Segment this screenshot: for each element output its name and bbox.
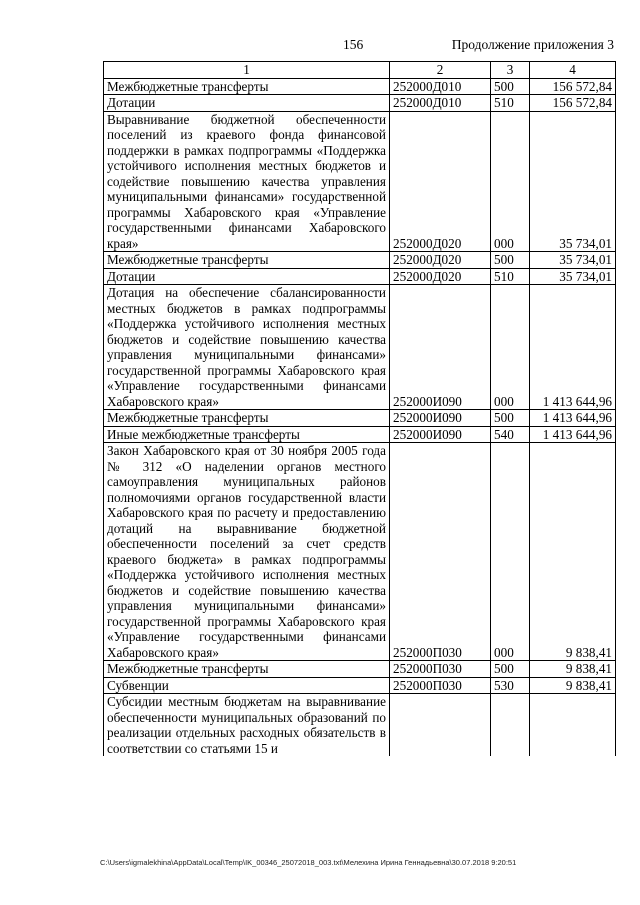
table-row bbox=[104, 268, 616, 285]
row-code-cell: 252000П030 bbox=[390, 677, 491, 694]
row-type-cell: 000 bbox=[491, 443, 530, 661]
row-type-cell: 540 bbox=[491, 426, 530, 443]
row-name-cell: Дотация на обеспечение сбалансированности местных бюджетов в рамках подпрограммы «Поддержка устойчивого исполнения местных бюджетов и содействие повышению качества управления муниципальными финансами» государственной программы Хабаровского края «Управление государственными финансами Хабаровского края» bbox=[104, 285, 390, 410]
row-code-cell: 252000И090 bbox=[390, 285, 491, 410]
table-row bbox=[104, 252, 616, 269]
column-number-1: 1 bbox=[104, 62, 390, 79]
budget-table-body bbox=[104, 62, 616, 757]
row-type-cell: 510 bbox=[491, 268, 530, 285]
row-code-cell: 252000И090 bbox=[390, 410, 491, 427]
column-number-2: 2 bbox=[390, 62, 491, 79]
row-code-cell: 252000Д020 bbox=[390, 268, 491, 285]
row-type-cell: 510 bbox=[491, 95, 530, 112]
row-name-cell: Межбюджетные трансферты bbox=[104, 252, 390, 269]
row-code-cell: 252000Д010 bbox=[390, 95, 491, 112]
page-number: 156 bbox=[343, 37, 364, 52]
table-row bbox=[104, 677, 616, 694]
column-number-4: 4 bbox=[530, 62, 616, 79]
row-code-cell: 252000П030 bbox=[390, 661, 491, 678]
row-name-cell: Дотации bbox=[104, 95, 390, 112]
row-amount-cell: 35 734,01 bbox=[530, 252, 616, 269]
row-type-cell: 530 bbox=[491, 677, 530, 694]
row-code-cell: 252000П030 bbox=[390, 443, 491, 661]
row-name-cell: Межбюджетные трансферты bbox=[104, 78, 390, 95]
row-code-cell: 252000Д020 bbox=[390, 252, 491, 269]
row-amount-cell: 1 413 644,96 bbox=[530, 410, 616, 427]
row-name-cell: Субвенции bbox=[104, 677, 390, 694]
column-number-3: 3 bbox=[491, 62, 530, 79]
row-code-cell: 252000Д010 bbox=[390, 78, 491, 95]
table-row bbox=[104, 661, 616, 678]
table-row-continued bbox=[104, 694, 616, 757]
row-code-cell bbox=[390, 694, 491, 757]
row-code-cell: 252000И090 bbox=[390, 426, 491, 443]
row-amount-cell: 9 838,41 bbox=[530, 661, 616, 678]
table-row bbox=[104, 410, 616, 427]
page-header bbox=[0, 37, 640, 57]
row-amount-cell: 1 413 644,96 bbox=[530, 426, 616, 443]
table-row bbox=[104, 443, 616, 661]
row-amount-cell: 9 838,41 bbox=[530, 443, 616, 661]
row-type-cell: 500 bbox=[491, 78, 530, 95]
row-name-cell: Межбюджетные трансферты bbox=[104, 410, 390, 427]
table-row bbox=[104, 426, 616, 443]
row-amount-cell: 1 413 644,96 bbox=[530, 285, 616, 410]
row-code-cell: 252000Д020 bbox=[390, 111, 491, 252]
table-row bbox=[104, 78, 616, 95]
column-number-row bbox=[104, 62, 616, 79]
row-amount-cell: 9 838,41 bbox=[530, 677, 616, 694]
row-type-cell: 000 bbox=[491, 285, 530, 410]
row-amount-cell: 35 734,01 bbox=[530, 268, 616, 285]
row-type-cell: 500 bbox=[491, 252, 530, 269]
table-row bbox=[104, 111, 616, 252]
row-amount-cell: 156 572,84 bbox=[530, 95, 616, 112]
row-amount-cell: 35 734,01 bbox=[530, 111, 616, 252]
row-name-cell: Закон Хабаровского края от 30 ноября 2005 года № 312 «О наделении органов местного самоуправления муниципальных районов полномочиями органов государственной власти Хабаровского края по расчету и предоставлению дотаций на выравнивание бюджетной обеспеченности поселений за счет средств краевого бюджета» в рамках подпрограммы «Поддержка устойчивого исполнения местных бюджетов и содействие повышению качества управления муниципальными финансами» государственной программы Хабаровского края «Управление государственными финансами Хабаровского края» bbox=[104, 443, 390, 661]
row-amount-cell: 156 572,84 bbox=[530, 78, 616, 95]
row-amount-cell bbox=[530, 694, 616, 757]
file-path-footer: C:\Users\igmalekhina\AppData\Local\Temp\IK_00346_25072018_003.txt\Мелехина Ирина Геннадьевна\30.07.2018 9:20:51 bbox=[100, 858, 517, 867]
budget-table bbox=[103, 61, 616, 756]
row-name-cell: Иные межбюджетные трансферты bbox=[104, 426, 390, 443]
row-type-cell bbox=[491, 694, 530, 757]
row-name-cell: Дотации bbox=[104, 268, 390, 285]
row-type-cell: 500 bbox=[491, 410, 530, 427]
row-name-cell: Субсидии местным бюджетам на выравнивание обеспеченности муниципальных образований по реализации отдельных расходных обязательств в соответствии со статьями 15 и bbox=[104, 694, 390, 757]
table-row bbox=[104, 285, 616, 410]
row-type-cell: 000 bbox=[491, 111, 530, 252]
row-name-cell: Выравнивание бюджетной обеспеченности поселений из краевого фонда финансовой поддержки в рамках подпрограммы «Поддержка устойчивого исполнения местных бюджетов и содействие повышению качества управления муниципальными финансами» государственной программы Хабаровского края «Управление государственными финансами Хабаровского края» bbox=[104, 111, 390, 252]
row-type-cell: 500 bbox=[491, 661, 530, 678]
appendix-continuation-label: Продолжение приложения 3 bbox=[451, 37, 614, 52]
row-name-cell: Межбюджетные трансферты bbox=[104, 661, 390, 678]
table-row bbox=[104, 95, 616, 112]
